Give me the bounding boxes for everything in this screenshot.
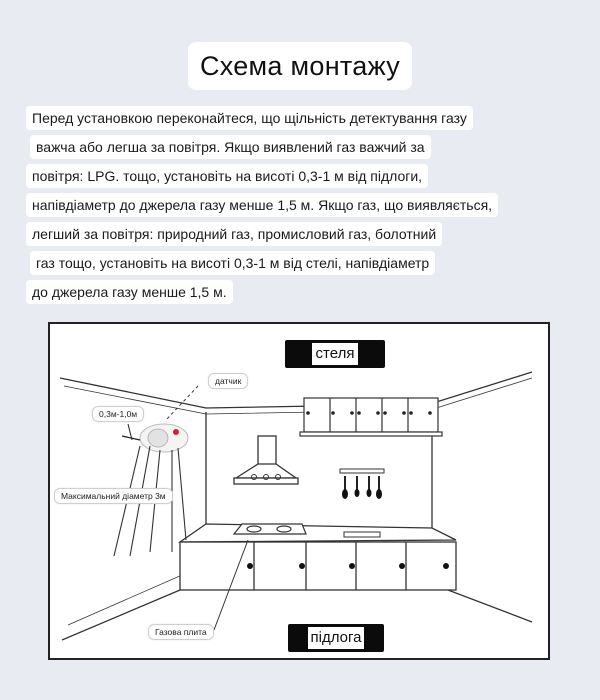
stove-label: Газова плита bbox=[148, 624, 214, 640]
paragraph-line: легший за повітря: природний газ, промисловий газ, болотний bbox=[26, 222, 442, 246]
paragraph-line: напівдіаметр до джерела газу менше 1,5 м. Якщо газ, що виявляється, bbox=[26, 193, 498, 217]
paragraph-line: Перед установкою переконайтеся, що щільність детектування газу bbox=[26, 106, 473, 130]
paragraph-line: до джерела газу менше 1,5 м. bbox=[26, 280, 233, 304]
height-label: 0,3м-1,0м bbox=[92, 406, 144, 422]
diameter-label: Максимальний діаметр 3м bbox=[54, 488, 173, 504]
wall-cabinets bbox=[300, 398, 442, 436]
floor-line-right bbox=[448, 590, 532, 622]
utensil-rack bbox=[340, 469, 384, 499]
ceiling-molding-left bbox=[60, 378, 206, 408]
paragraph-line: важча або легша за повітря. Якщо виявлений газ важчий за bbox=[30, 135, 431, 159]
sensor-label: датчик bbox=[208, 373, 248, 389]
floor-label: підлога bbox=[288, 624, 384, 652]
gas-stove bbox=[234, 524, 306, 534]
range-hood bbox=[234, 436, 298, 484]
page-title: Схема монтажу bbox=[188, 42, 412, 90]
ceiling-label: стеля bbox=[285, 340, 385, 368]
paragraph-line: газ тощо, установіть на висоті 0,3-1 м від стелі, напівдіаметр bbox=[30, 251, 435, 275]
paragraph-line: повітря: LPG. тощо, установіть на висоті 0,3-1 м від підлоги, bbox=[26, 164, 428, 188]
base-cabinets bbox=[180, 524, 456, 590]
gas-sensor-device bbox=[140, 424, 188, 452]
sink bbox=[344, 532, 380, 537]
